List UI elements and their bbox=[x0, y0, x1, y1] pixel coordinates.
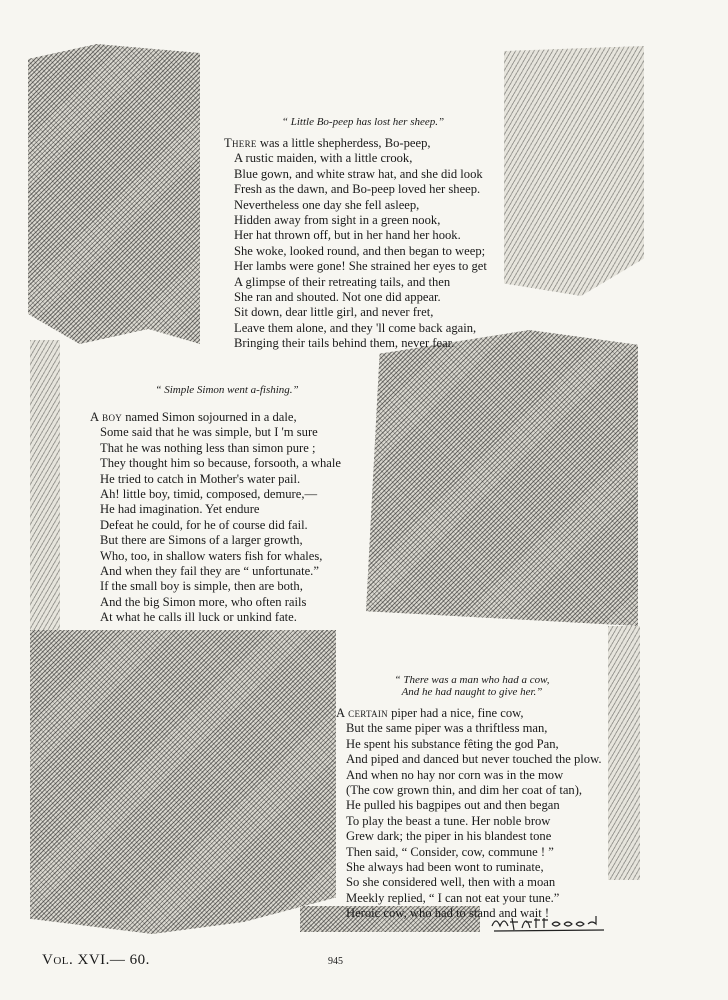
poem-line: She ran and shouted. Not one did appear. bbox=[234, 290, 441, 305]
poem-line: She always had been wont to ruminate, bbox=[346, 860, 544, 875]
poem-line: Her hat thrown off, but in her hand her hook. bbox=[234, 228, 461, 243]
poem-line: Who, too, in shallow waters fish for whales, bbox=[100, 548, 323, 563]
poem-line: To play the beast a tune. Her noble brow bbox=[346, 813, 551, 828]
poem-body-bo-peep bbox=[224, 136, 502, 352]
illustration-piper-and-cow bbox=[30, 630, 336, 934]
poem-line: And piped and danced but never touched the plow. bbox=[346, 752, 602, 767]
poem-line: piper had a nice, fine cow, bbox=[387, 706, 524, 720]
poem-line: She woke, looked round, and then began to weep; bbox=[234, 243, 486, 258]
poem-line: A glimpse of their retreating tails, and then bbox=[234, 274, 451, 289]
poem-line: Leave them alone, and they 'll come back again, bbox=[234, 320, 477, 335]
poem-line: (The cow grown thin, and dim her coat of tan), bbox=[346, 783, 583, 798]
poem-title-bo-peep: “ Little Bo-peep has lost her sheep.” bbox=[281, 116, 445, 128]
poem-title-line: “ There was a man who had a cow, bbox=[394, 674, 550, 686]
poem-panel-bo-peep bbox=[206, 66, 502, 351]
poem-line: He spent his substance fêting the god Pan, bbox=[346, 736, 559, 751]
poem-line: Her lambs were gone! She strained her eyes to get bbox=[234, 259, 487, 274]
poem-line: Sit down, dear little girl, and never fret, bbox=[234, 305, 434, 320]
poem-line: And the big Simon more, who often rails bbox=[100, 594, 307, 609]
illustration-bo-peep bbox=[504, 46, 644, 296]
poem-body-piper-cow bbox=[336, 706, 608, 922]
poem-line: He tried to catch in Mother's water pail. bbox=[100, 471, 301, 486]
poem-body-simple-simon bbox=[90, 410, 364, 626]
poem-line: Hidden away from sight in a green nook, bbox=[234, 213, 441, 228]
poem-line: was a little shepherdess, Bo-peep, bbox=[256, 136, 431, 150]
poem-title-simple-simon: “ Simple Simon went a-fishing.” bbox=[155, 384, 299, 396]
drop-word: There bbox=[224, 136, 257, 150]
poem-line: A rustic maiden, with a little crook, bbox=[234, 151, 413, 166]
poem-line: Then said, “ Consider, cow, commune ! ” bbox=[346, 844, 554, 859]
poem-line: Grew dark; the piper in his blandest tone bbox=[346, 829, 552, 844]
poem-line: And when no hay nor corn was in the mow bbox=[346, 767, 564, 782]
poem-line: Defeat he could, for he of course did fail. bbox=[100, 517, 308, 532]
poem-line: But the same piper was a thriftless man, bbox=[346, 721, 548, 736]
drop-word: A certain bbox=[336, 706, 388, 720]
poem-line: Bringing their tails behind them, never fear. bbox=[234, 336, 455, 351]
poem-line: Fresh as the dawn, and Bo-peep loved her sheep. bbox=[234, 182, 481, 197]
poem-line: He pulled his bagpipes out and then began bbox=[346, 798, 560, 813]
poem-panel-piper-cow bbox=[336, 636, 608, 921]
drop-word: A boy bbox=[90, 410, 123, 424]
artist-signature bbox=[488, 912, 608, 934]
illustration-pine-tree bbox=[28, 44, 200, 344]
poem-line: But there are Simons of a larger growth, bbox=[100, 533, 303, 548]
poem-line: named Simon sojourned in a dale, bbox=[122, 410, 297, 424]
poem-line: They thought him so because, forsooth, a whale bbox=[100, 456, 341, 471]
poem-line: At what he calls ill luck or unkind fate. bbox=[100, 610, 297, 625]
page-number: 945 bbox=[328, 956, 343, 967]
poem-line: Meekly replied, “ I can not eat your tune.” bbox=[346, 890, 560, 905]
poem-line: That he was nothing less than simon pure ; bbox=[100, 440, 316, 455]
poem-line: Blue gown, and white straw hat, and she did look bbox=[234, 166, 483, 181]
poem-panel-simple-simon bbox=[64, 376, 364, 624]
illustration-simple-simon bbox=[366, 330, 638, 626]
poem-title-line: And he had naught to give her.” bbox=[401, 686, 543, 698]
poem-line: Some said that he was simple, but I 'm sure bbox=[100, 425, 318, 440]
poem-line: Heroic cow, who had to stand and wait ! bbox=[346, 906, 550, 921]
poem-line: Nevertheless one day she fell asleep, bbox=[234, 197, 420, 212]
illustration-margin-right bbox=[608, 626, 640, 880]
poem-line: He had imagination. Yet endure bbox=[100, 502, 260, 517]
poem-line: So she considered well, then with a moan bbox=[346, 875, 556, 890]
poem-title-piper-cow bbox=[336, 674, 608, 698]
illustration-margin-left bbox=[30, 340, 60, 630]
volume-label: Vol. XVI.— 60. bbox=[42, 952, 150, 968]
poem-line: Ah! little boy, timid, composed, demure,— bbox=[100, 487, 318, 502]
poem-line: And when they fail they are “ unfortunate.” bbox=[100, 564, 319, 579]
poem-line: If the small boy is simple, then are both, bbox=[100, 579, 303, 594]
